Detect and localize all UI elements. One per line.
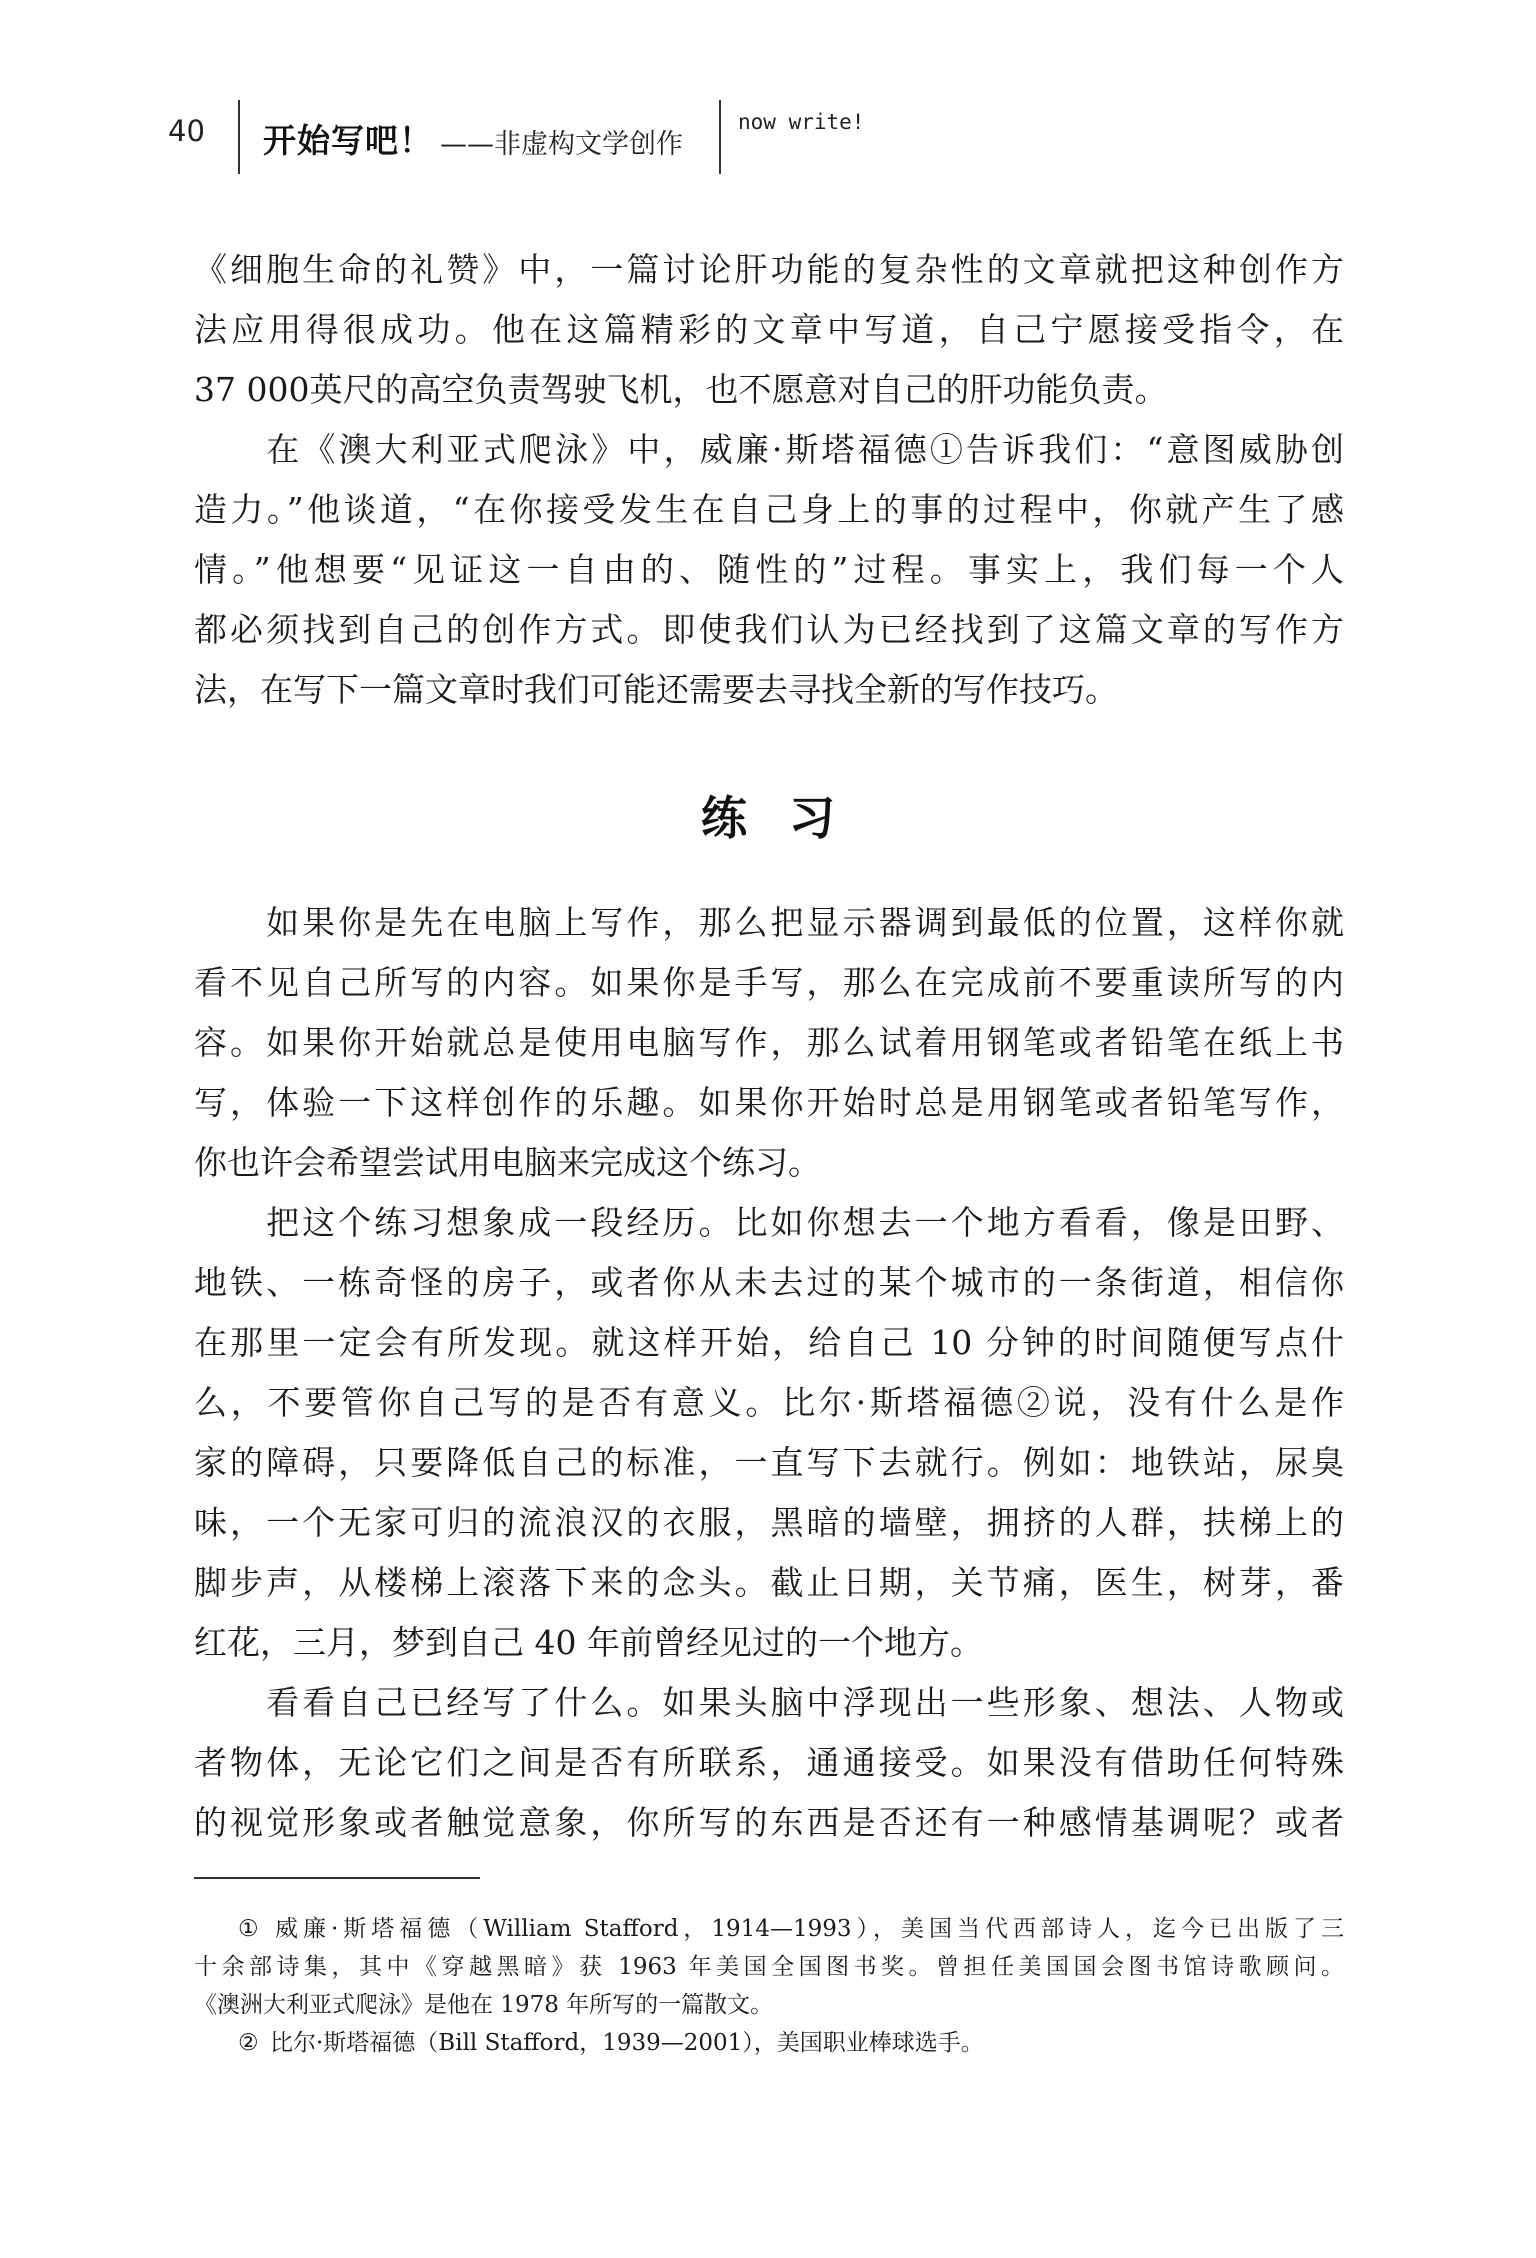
text-line: 看不见自己所写的内容。如果你是手写，那么在完成前不要重读所写的内 — [194, 963, 1344, 1002]
footnote-line — [194, 1910, 1344, 1948]
text-line: 如果你是先在电脑上写作，那么把显示器调到最低的位置，这样你就 — [194, 903, 1344, 942]
text-line: 么，不要管你自己写的是否有意义。比尔·斯塔福德②说，没有什么是作 — [194, 1383, 1344, 1422]
page-number: 40 — [168, 114, 205, 148]
running-header — [0, 100, 1536, 180]
text-line: 情。”他想要“见证这一自由的、随性的”过程。事实上，我们每一个人 — [194, 550, 1344, 589]
book-subtitle: ——非虚构文学创作 — [440, 129, 683, 160]
footnote-text: 威廉·斯塔福德（William Stafford，1914—1993），美国当代西部诗人，迄今已出版了三 — [270, 1916, 1344, 1942]
text-line: 地铁、一栋奇怪的房子，或者你从未去过的某个城市的一条街道，相信你 — [194, 1263, 1344, 1302]
text-line: 37 000英尺的高空负责驾驶飞机，也不愿意对自己的肝功能负责。 — [194, 370, 1168, 409]
footnote-marker: ① — [238, 1916, 259, 1942]
text-line: 把这个练习想象成一段经历。比如你想去一个地方看看，像是田野、 — [194, 1203, 1344, 1242]
text-line: 你也许会希望尝试用电脑来完成这个练习。 — [194, 1143, 821, 1182]
text-line: 造力。”他谈道，“在你接受发生在自己身上的事的过程中，你就产生了感 — [194, 490, 1344, 529]
exercise-text — [194, 893, 1344, 1853]
footnote-divider — [194, 1877, 480, 1879]
footnote-marker: ② — [238, 2030, 259, 2056]
text-line: 写，体验一下这样创作的乐趣。如果你开始时总是用钢笔或者铅笔写作， — [194, 1083, 1344, 1122]
text-line: 都必须找到自己的创作方式。即使我们认为已经找到了这篇文章的写作方 — [194, 610, 1344, 649]
footnote-text: 比尔·斯塔福德（Bill Stafford，1939—2001），美国职业棒球选手。 — [270, 2030, 984, 2056]
header-divider — [238, 100, 240, 174]
text-line: 《细胞生命的礼赞》中，一篇讨论肝功能的复杂性的文章就把这种创作方 — [194, 250, 1344, 289]
footnote-line: 十余部诗集，其中《穿越黑暗》获 1963 年美国全国图书奖。曾担任美国国会图书馆诗歌顾问。 — [194, 1954, 1344, 1980]
section-title: 练习 — [701, 791, 877, 845]
text-line: 味，一个无家可归的流浪汉的衣服，黑暗的墙壁，拥挤的人群，扶梯上的 — [194, 1503, 1344, 1542]
text-line: 脚步声，从楼梯上滚落下来的念头。截止日期，关节痛，医生，树芽，番 — [194, 1563, 1344, 1602]
footnote-line: 《澳洲大利亚式爬泳》是他在 1978 年所写的一篇散文。 — [194, 1992, 774, 2018]
text-line: 法应用得很成功。他在这篇精彩的文章中写道，自己宁愿接受指令，在 — [194, 310, 1344, 349]
text-line: 者物体，无论它们之间是否有所联系，通通接受。如果没有借助任何特殊 — [194, 1743, 1344, 1782]
text-line: 在《澳大利亚式爬泳》中，威廉·斯塔福德①告诉我们：“意图威胁创 — [194, 430, 1344, 469]
footnote-line — [194, 2024, 1344, 2062]
text-line: 红花，三月，梦到自己 40 年前曾经见过的一个地方。 — [194, 1623, 983, 1662]
text-line: 家的障碍，只要降低自己的标准，一直写下去就行。例如：地铁站，尿臭 — [194, 1443, 1344, 1482]
series-name: now write! — [738, 110, 865, 134]
text-line: 的视觉形象或者触觉意象，你所写的东西是否还有一种感情基调呢？或者 — [194, 1803, 1344, 1842]
footnotes — [194, 1910, 1344, 2062]
top-text — [194, 240, 1344, 720]
text-line: 法，在写下一篇文章时我们可能还需要去寻找全新的写作技巧。 — [194, 670, 1118, 709]
header-divider — [719, 100, 721, 174]
text-line: 看看自己已经写了什么。如果头脑中浮现出一些形象、想法、人物或 — [194, 1683, 1344, 1722]
text-line: 容。如果你开始就总是使用电脑写作，那么试着用钢笔或者铅笔在纸上书 — [194, 1023, 1344, 1062]
book-title: 开始写吧！ — [263, 121, 433, 160]
text-line: 在那里一定会有所发现。就这样开始，给自己 10 分钟的时间随便写点什 — [194, 1323, 1344, 1362]
